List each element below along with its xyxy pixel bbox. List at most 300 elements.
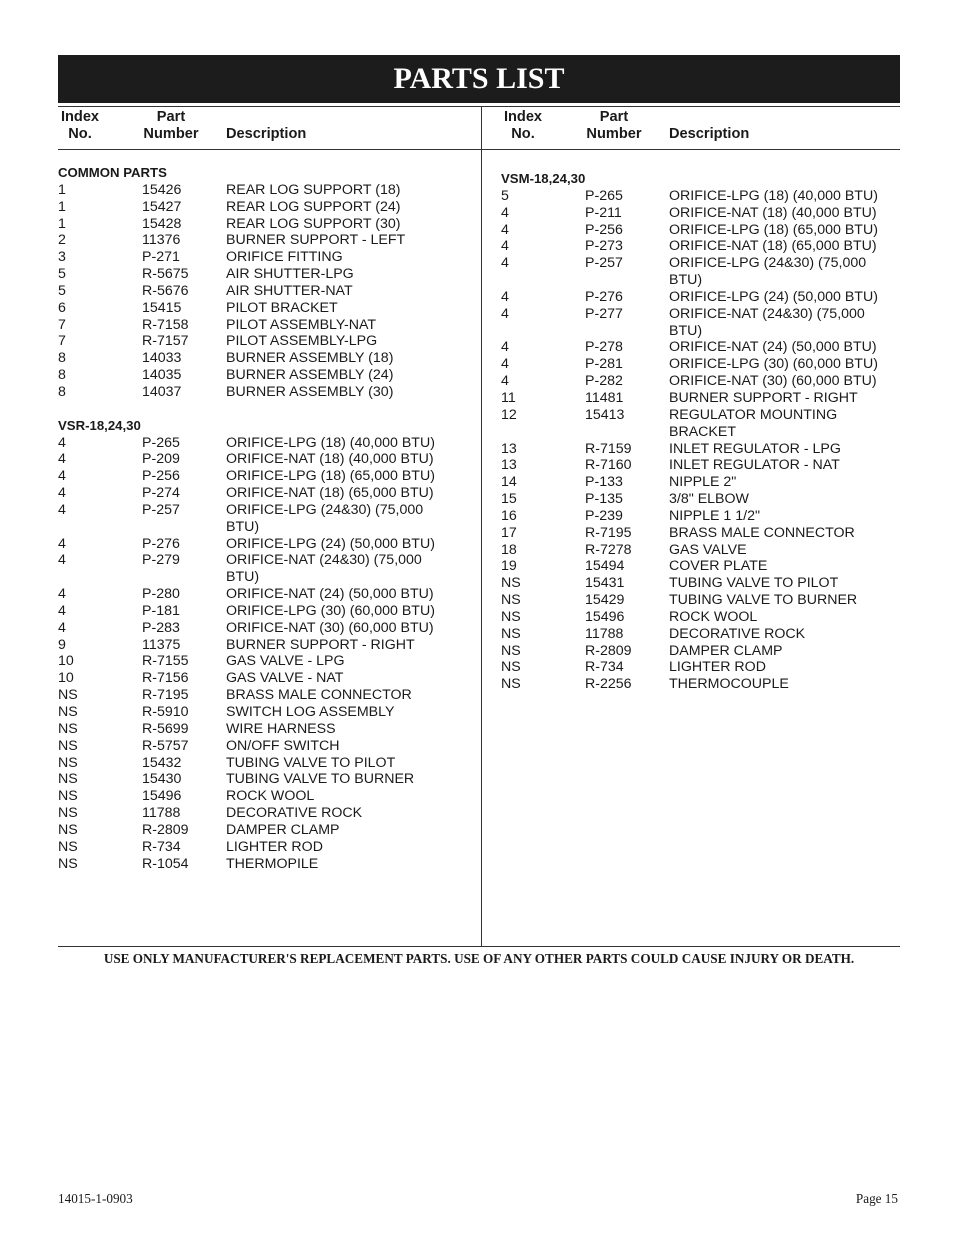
part-row (58, 384, 478, 401)
part-description (226, 822, 478, 839)
part-description (669, 525, 900, 542)
part-number: P-279 (142, 552, 180, 569)
part-description (226, 536, 478, 553)
part-description (226, 788, 478, 805)
description-line: AIR SHUTTER-LPG (226, 266, 354, 283)
index-header (58, 109, 102, 143)
index-number: 8 (58, 383, 66, 400)
part-number: 15432 (142, 754, 182, 771)
part-description (669, 542, 900, 559)
part-number: P-276 (585, 288, 623, 305)
part-number: R-5757 (142, 737, 189, 754)
description-line: REGULATOR MOUNTING (669, 406, 838, 423)
part-number: P-181 (142, 602, 180, 619)
index-number: 4 (501, 255, 509, 272)
part-row (58, 283, 478, 300)
part-number: 11788 (585, 625, 624, 642)
part-number: P-271 (142, 249, 180, 266)
part-row (501, 525, 900, 542)
index-number: 9 (58, 636, 66, 653)
part-row (58, 755, 478, 772)
part-row (58, 536, 478, 553)
index-header (501, 109, 545, 143)
part-description (226, 502, 478, 536)
part-row (501, 407, 900, 441)
description-line: ORIFICE FITTING (226, 249, 343, 266)
part-row (58, 856, 478, 873)
part-row (501, 659, 900, 676)
index-header-line2: No. (68, 126, 92, 142)
left-parts-list (58, 165, 478, 872)
left-parts-column (58, 110, 478, 872)
index-number: NS (501, 659, 521, 676)
right-parts-list (501, 171, 900, 693)
part-description (669, 457, 900, 474)
part-row (58, 771, 478, 788)
part-number: P-256 (142, 468, 180, 485)
right-column-header (501, 110, 900, 146)
part-description (669, 222, 900, 239)
description-line: ORIFICE-NAT (24&30) (75,000 (226, 552, 422, 569)
part-row (58, 216, 478, 233)
description-line: ORIFICE-LPG (18) (40,000 BTU) (226, 434, 435, 451)
part-row (58, 586, 478, 603)
part-description (226, 451, 478, 468)
part-row (501, 474, 900, 491)
index-number: NS (58, 821, 78, 838)
description-line: PILOT BRACKET (226, 299, 338, 316)
description-line: ORIFICE-LPG (18) (65,000 BTU) (669, 221, 878, 238)
description-line: BURNER ASSEMBLY (30) (226, 383, 394, 400)
part-description (669, 441, 900, 458)
part-description (226, 384, 478, 401)
part-header-line2: Number (586, 126, 642, 142)
index-number: NS (501, 676, 521, 693)
part-number: P-211 (585, 204, 622, 221)
index-header-line2: No. (511, 126, 535, 142)
index-number: 4 (501, 204, 509, 221)
part-description (669, 558, 900, 575)
description-line: ORIFICE-NAT (18) (65,000 BTU) (226, 485, 434, 502)
index-number: 14 (501, 474, 517, 491)
part-number: 15496 (585, 608, 625, 625)
part-number: 15429 (585, 592, 625, 609)
part-number: 15430 (142, 771, 182, 788)
part-row (58, 822, 478, 839)
part-description (669, 643, 900, 660)
part-header-line1: Part (156, 109, 186, 125)
part-description (669, 255, 900, 289)
part-row (58, 266, 478, 283)
part-number: R-5675 (142, 266, 189, 283)
description-line: ORIFICE-NAT (24&30) (75,000 (669, 305, 865, 322)
part-number: R-7159 (585, 440, 632, 457)
part-description (669, 373, 900, 390)
description-line: BURNER ASSEMBLY (18) (226, 350, 394, 367)
part-row (501, 238, 900, 255)
part-row (501, 255, 900, 289)
description-line: THERMOCOUPLE (669, 676, 789, 693)
part-description (226, 856, 478, 873)
index-number: NS (58, 788, 78, 805)
description-line: BTU) (669, 272, 703, 289)
index-number: NS (501, 625, 521, 642)
part-description (226, 249, 478, 266)
section-heading: COMMON PARTS (58, 165, 167, 180)
part-description (226, 839, 478, 856)
page-title: PARTS LIST (58, 55, 900, 103)
index-number: 8 (58, 367, 66, 384)
description-line: SWITCH LOG ASSEMBLY (226, 704, 395, 720)
part-row (58, 435, 478, 452)
part-row (58, 317, 478, 334)
part-number: 15431 (585, 575, 625, 592)
section-heading: VSM-18,24,30 (501, 171, 586, 186)
part-number: R-734 (142, 838, 181, 855)
part-description (226, 771, 478, 788)
part-number: 15426 (142, 181, 182, 198)
description-line: AIR SHUTTER-NAT (226, 282, 353, 299)
description-line: ORIFICE-LPG (30) (60,000 BTU) (669, 356, 878, 373)
part-description (226, 738, 478, 755)
part-number: P-265 (585, 187, 623, 204)
index-number: 5 (58, 282, 66, 299)
part-row (501, 457, 900, 474)
part-number: P-273 (585, 238, 623, 255)
index-number: NS (58, 687, 78, 704)
part-row (58, 637, 478, 654)
part-number: R-7195 (585, 524, 632, 541)
index-number: NS (501, 608, 521, 625)
index-number: 4 (58, 468, 66, 485)
index-header-line1: Index (60, 109, 100, 125)
index-number: NS (58, 737, 78, 754)
part-description (226, 721, 478, 738)
part-row (58, 839, 478, 856)
part-description (669, 205, 900, 222)
description-line: ORIFICE-NAT (30) (60,000 BTU) (226, 619, 434, 636)
description-line: BRASS MALE CONNECTOR (669, 524, 855, 541)
index-number: NS (58, 855, 78, 872)
part-number: P-280 (142, 586, 180, 603)
part-description (226, 266, 478, 283)
part-row (501, 626, 900, 643)
part-row (58, 552, 478, 586)
description-line: DAMPER CLAMP (669, 642, 783, 659)
index-number: 4 (501, 238, 509, 255)
column-divider (481, 106, 482, 946)
part-row (501, 609, 900, 626)
part-number: P-283 (142, 619, 180, 636)
index-number: 6 (58, 299, 66, 316)
index-number: 5 (58, 266, 66, 283)
description-line: THERMOPILE (226, 855, 319, 872)
part-number: 15413 (585, 406, 625, 423)
part-description (669, 626, 900, 643)
description-line: ROCK WOOL (226, 788, 315, 805)
part-row (501, 542, 900, 559)
part-number: P-135 (585, 491, 623, 508)
description-line: ORIFICE-LPG (24) (50,000 BTU) (226, 535, 435, 552)
part-number: P-282 (585, 373, 623, 390)
part-description (669, 306, 900, 340)
description-line: REAR LOG SUPPORT (18) (226, 181, 401, 198)
part-row (58, 738, 478, 755)
part-number: R-7195 (142, 687, 189, 704)
description-line: REAR LOG SUPPORT (24) (226, 198, 401, 215)
part-description (669, 592, 900, 609)
description-line: ORIFICE-NAT (30) (60,000 BTU) (669, 373, 877, 390)
part-description (226, 485, 478, 502)
description-line: ORIFICE-LPG (18) (65,000 BTU) (226, 468, 435, 485)
index-number: 13 (501, 440, 517, 457)
part-row (58, 620, 478, 637)
safety-warning: USE ONLY MANUFACTURER'S REPLACEMENT PARTS. USE OF ANY OTHER PARTS COULD CAUSE INJURY OR DEATH. (103, 951, 855, 966)
part-number: 14037 (142, 383, 182, 400)
part-description (226, 232, 478, 249)
index-number: 4 (501, 373, 509, 390)
part-number: P-256 (585, 221, 623, 238)
bottom-rule (58, 946, 900, 947)
description-header: Description (669, 126, 750, 142)
part-description (226, 283, 478, 300)
page-number: Page 15 (855, 1191, 898, 1206)
part-number: R-734 (585, 659, 624, 676)
index-number: 4 (58, 619, 66, 636)
index-number: 4 (58, 451, 66, 468)
description-line: NIPPLE 2" (669, 474, 737, 491)
description-line: LIGHTER ROD (669, 659, 766, 676)
description-line: TUBING VALVE TO BURNER (226, 771, 415, 788)
index-number: 4 (501, 221, 509, 238)
description-header: Description (226, 126, 307, 142)
part-row (501, 188, 900, 205)
part-row (58, 502, 478, 536)
index-number: 18 (501, 541, 517, 558)
index-number: 5 (501, 187, 509, 204)
index-number: 4 (501, 288, 509, 305)
description-line: ORIFICE-NAT (18) (65,000 BTU) (669, 238, 877, 255)
part-row (58, 468, 478, 485)
part-row (58, 788, 478, 805)
part-row (501, 558, 900, 575)
index-number: 10 (58, 653, 74, 670)
part-description (669, 508, 900, 525)
part-number: 15494 (585, 558, 625, 575)
index-number: 4 (58, 501, 66, 518)
part-number: P-276 (142, 535, 180, 552)
part-description (669, 676, 900, 693)
index-number: 8 (58, 350, 66, 367)
part-row (501, 592, 900, 609)
part-row (501, 289, 900, 306)
part-description (669, 289, 900, 306)
part-number: P-278 (585, 339, 623, 356)
part-number: R-2809 (142, 821, 189, 838)
part-number: P-257 (585, 255, 623, 272)
part-number: 15496 (142, 788, 182, 805)
part-description (226, 216, 478, 233)
description-line: TUBING VALVE TO BURNER (669, 592, 858, 609)
part-number: R-5699 (142, 720, 189, 737)
part-description (226, 468, 478, 485)
index-number: 4 (58, 434, 66, 451)
index-number: 3 (58, 249, 66, 266)
description-line: GAS VALVE - NAT (226, 670, 344, 687)
part-row (501, 676, 900, 693)
index-number: 7 (58, 316, 66, 333)
part-description (669, 356, 900, 373)
part-number: R-7160 (585, 457, 632, 474)
part-description (226, 755, 478, 772)
part-row (58, 333, 478, 350)
part-description (226, 435, 478, 452)
index-header-line1: Index (503, 109, 543, 125)
index-number: 1 (58, 198, 66, 215)
part-number: 15427 (142, 198, 182, 215)
description-line: PILOT ASSEMBLY-LPG (226, 333, 378, 350)
part-number: 11788 (142, 805, 181, 822)
part-number: R-1054 (142, 855, 189, 872)
description-line: ORIFICE-NAT (24) (50,000 BTU) (226, 586, 434, 603)
section-gap (58, 401, 478, 418)
index-number: NS (58, 720, 78, 737)
part-number: 11376 (142, 232, 181, 249)
part-header-line2: Number (143, 126, 199, 142)
part-number: P-277 (585, 305, 623, 322)
description-line: ORIFICE-LPG (30) (60,000 BTU) (226, 602, 435, 619)
part-number: R-7157 (142, 333, 189, 350)
part-description (226, 317, 478, 334)
part-description (226, 704, 478, 721)
part-description (226, 199, 478, 216)
index-number: 13 (501, 457, 517, 474)
part-row (58, 300, 478, 317)
description-line: BURNER ASSEMBLY (24) (226, 367, 394, 384)
part-row (501, 491, 900, 508)
description-line: BURNER SUPPORT - RIGHT (226, 636, 415, 653)
description-line: WIRE HARNESS (226, 720, 336, 737)
index-number: 1 (58, 215, 66, 232)
part-row (58, 249, 478, 266)
description-line: TUBING VALVE TO PILOT (669, 575, 839, 592)
part-row (501, 390, 900, 407)
index-number: 4 (58, 485, 66, 502)
index-number: 15 (501, 491, 517, 508)
part-number: 11375 (142, 636, 181, 653)
description-line: DAMPER CLAMP (226, 821, 340, 838)
description-line: COVER PLATE (669, 558, 768, 575)
part-description (669, 491, 900, 508)
part-row (501, 643, 900, 660)
part-number: R-5676 (142, 282, 189, 299)
index-number: 4 (501, 339, 509, 356)
part-row (58, 182, 478, 199)
part-row (501, 575, 900, 592)
part-number: R-7155 (142, 653, 189, 670)
part-description (226, 653, 478, 670)
part-row (501, 356, 900, 373)
part-row (58, 603, 478, 620)
index-number: 2 (58, 232, 66, 249)
index-number: 1 (58, 181, 66, 198)
index-number: 4 (501, 305, 509, 322)
part-description (669, 609, 900, 626)
index-number: NS (58, 838, 78, 855)
part-row (58, 232, 478, 249)
index-number: 4 (58, 602, 66, 619)
description-line: BTU) (226, 569, 260, 586)
part-number: R-5910 (142, 704, 189, 720)
part-description (669, 407, 900, 441)
part-description (669, 238, 900, 255)
part-description (226, 367, 478, 384)
section-heading: VSR-18,24,30 (58, 417, 141, 433)
part-description (226, 620, 478, 637)
part-row (58, 350, 478, 367)
index-number: 4 (501, 356, 509, 373)
index-number: 12 (501, 406, 517, 423)
description-line: ORIFICE-NAT (18) (40,000 BTU) (669, 204, 877, 221)
part-row (58, 670, 478, 687)
part-number: P-209 (142, 451, 180, 468)
description-line: DECORATIVE ROCK (669, 625, 806, 642)
part-row (501, 508, 900, 525)
part-description (226, 182, 478, 199)
part-row (58, 704, 478, 721)
part-row (58, 451, 478, 468)
part-description (226, 687, 478, 704)
description-line: NIPPLE 1 1/2" (669, 507, 760, 524)
description-line: REAR LOG SUPPORT (30) (226, 215, 401, 232)
part-number: R-2256 (585, 676, 632, 693)
part-row (58, 199, 478, 216)
part-row (58, 805, 478, 822)
part-row (501, 441, 900, 458)
description-line: GAS VALVE - LPG (226, 653, 345, 670)
part-description (226, 603, 478, 620)
part-header-line1: Part (599, 109, 629, 125)
description-line: LIGHTER ROD (226, 838, 323, 855)
left-column-header (58, 110, 478, 146)
index-number: 19 (501, 558, 517, 575)
part-row (58, 485, 478, 502)
index-number: 10 (58, 670, 74, 687)
part-description (226, 350, 478, 367)
part-description (226, 637, 478, 654)
part-description (226, 300, 478, 317)
description-line: BURNER SUPPORT - LEFT (226, 232, 406, 249)
part-description (669, 390, 900, 407)
part-number: 14035 (142, 367, 182, 384)
part-description (669, 188, 900, 205)
part-number: R-7156 (142, 670, 189, 687)
index-number: 16 (501, 507, 517, 524)
part-row (501, 306, 900, 340)
description-line: ORIFICE-LPG (24) (50,000 BTU) (669, 288, 878, 305)
description-line: ROCK WOOL (669, 608, 758, 625)
part-row (501, 222, 900, 239)
description-line: BRASS MALE CONNECTOR (226, 687, 412, 704)
right-parts-column (501, 110, 900, 693)
part-description (669, 339, 900, 356)
part-number: 15428 (142, 215, 182, 232)
description-line: 3/8" ELBOW (669, 491, 749, 508)
part-description (226, 805, 478, 822)
index-number: 4 (58, 535, 66, 552)
description-line: INLET REGULATOR - LPG (669, 440, 841, 457)
part-number: R-2809 (585, 642, 632, 659)
